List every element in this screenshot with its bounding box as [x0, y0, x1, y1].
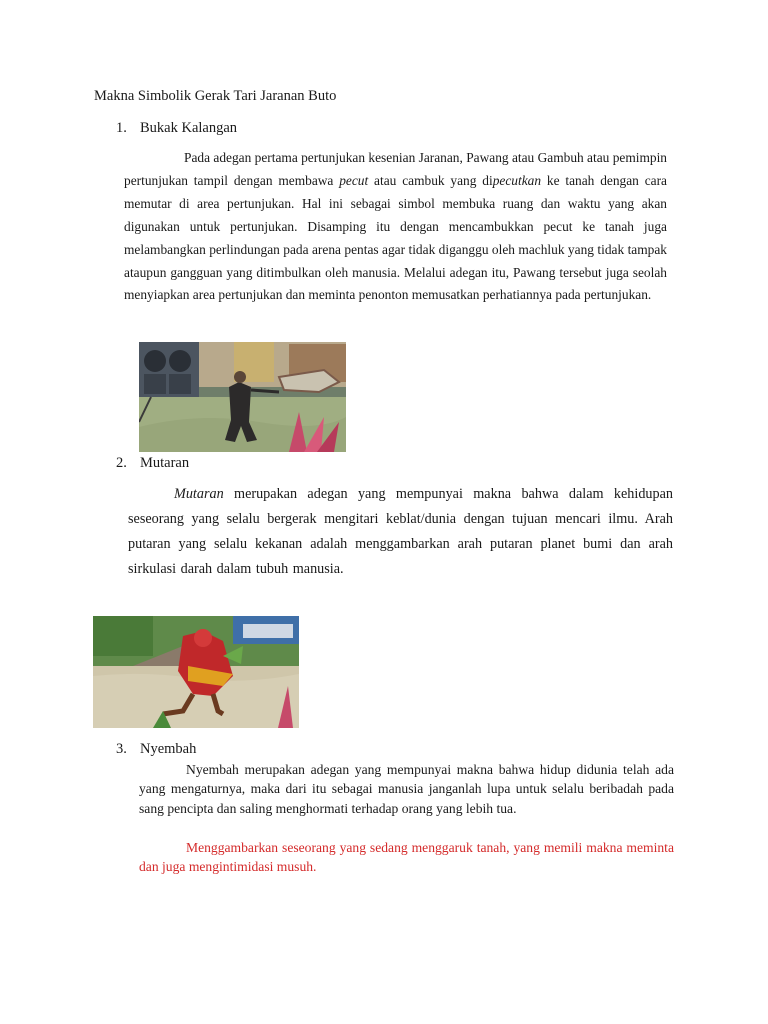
section-3-highlight-paragraph: Menggambarkan seseorang yang sedang menggaruk tanah, yang memili makna meminta dan juga mengintimidasi musuh.: [139, 840, 674, 875]
section-2-heading: Mutaran: [140, 455, 190, 471]
section-3-number: 3.: [116, 741, 127, 757]
section-1-heading: Bukak Kalangan: [140, 120, 238, 136]
section-2-number: 2.: [116, 455, 127, 471]
section-3-paragraph: Nyembah merupakan adegan yang mempunyai makna bahwa hidup didunia telah ada yang mengaturnya, maka dari itu sebagai manusia janganlah lupa untuk selalu beribadah pada sang pencipta dan saling menghormati terhadap orang yang lebih tua.: [139, 762, 674, 816]
section-1-number: 1.: [116, 120, 127, 136]
document-title: Makna Simbolik Gerak Tari Jaranan Buto: [94, 88, 337, 104]
section-3-heading: Nyembah: [140, 741, 197, 757]
pawang-photo: [139, 342, 346, 452]
mutaran-photo: [93, 616, 299, 728]
section-2-paragraph: Mutaran merupakan adegan yang mempunyai makna bahwa dalam kehidupan seseorang yang selalu bergerak mengitari keblat/dunia dengan tujuan mencari ilmu. Arah putaran yang selalu kekanan adalah menggambarkan arah putaran planet bumi dan arah sirkulasi darah dalam tubuh manusia.: [128, 486, 673, 577]
section-1-paragraph: Pada adegan pertama pertunjukan kesenian Jaranan, Pawang atau Gambuh atau pemimpin pertunjukan tampil dengan membawa pecut atau cambuk yang dipecutkan ke tanah dengan cara memutar di area pertunjukan. Hal ini sebagai simbol membuka ruang dan waktu yang akan digunakan untuk pertunjukan. Disamping itu dengan mencambukkan pecut ke tanah juga melambangkan perlindungan pada arena pentas agar tidak diganggu oleh machluk yang tidak tampak ataupun gangguan yang ditimbulkan oleh manusia. Melalui adegan itu, Pawang tersebut juga seolah menyiapkan area pertunjukan dan meminta penonton memusatkan perhatiannya pada pertunjukan.: [124, 150, 668, 303]
